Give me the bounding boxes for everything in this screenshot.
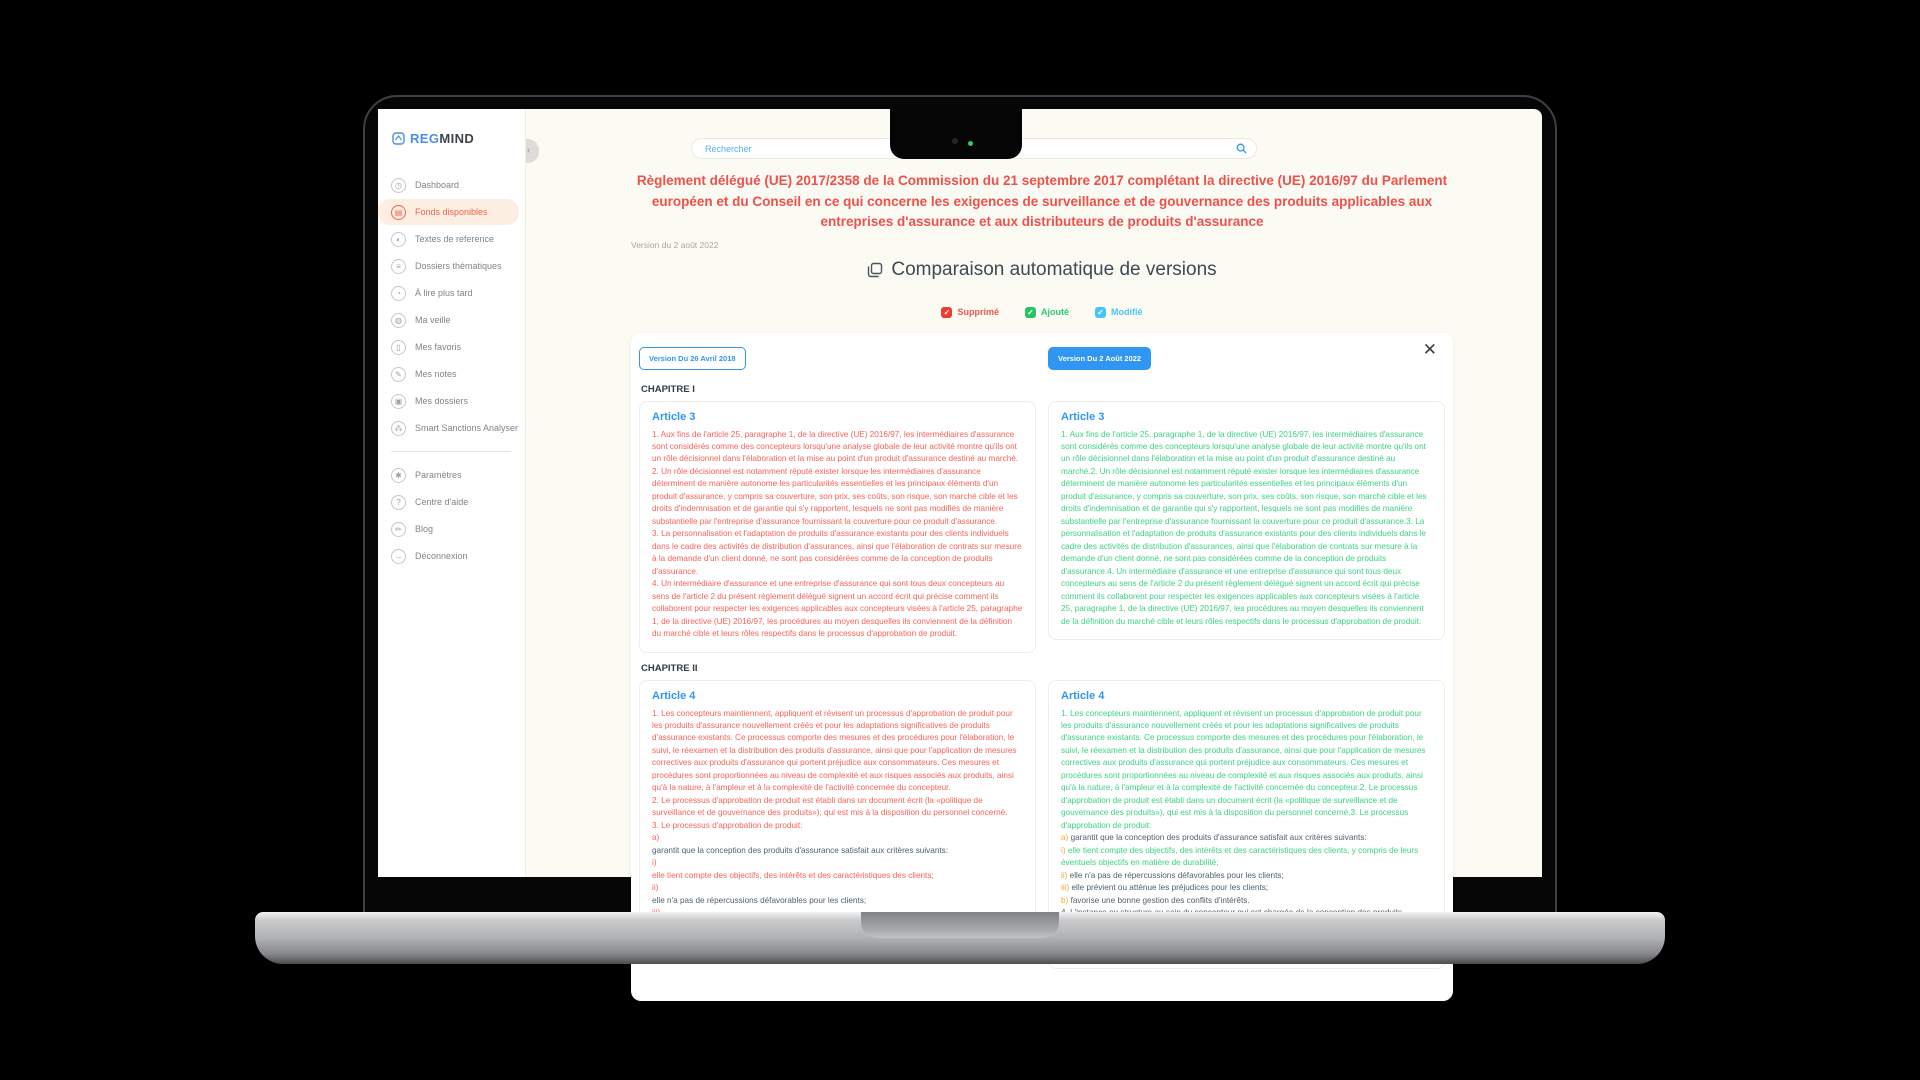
article-title: Article 3 [652,410,696,423]
sidebar-item-label: Dashboard [415,180,460,190]
dashboard-icon: ◷ [391,178,406,193]
sidebar-item-label: Mes dossiers [415,396,469,406]
checkbox-icon: ✓ [941,307,952,318]
thematic-folders-icon: ≡ [391,259,406,274]
watch-icon: ◍ [391,313,406,328]
folders-icon: ▣ [391,394,406,409]
help-icon: ? [391,495,406,510]
article-paragraph: i) [652,858,657,868]
article-paragraph: 3. Le processus d'approbation de produit: [652,820,803,830]
sidebar-item-label: Déconnexion [415,551,468,561]
app-window [378,109,1542,905]
checkbox-icon: ✓ [1025,307,1036,318]
sidebar-item-label: Blog [415,524,434,534]
settings-icon: ✱ [391,468,406,483]
logo[interactable] [378,109,525,146]
article-paragraph: b) favorise une bonne gestion des conflits d'intérêts. [1061,895,1250,905]
favorites-icon: ▯ [391,340,406,355]
sidebar-item-ma-veille[interactable] [378,307,519,333]
sidebar-item-label: Centre d'aide [415,497,469,507]
legend-label: Modifié [1111,307,1143,318]
document-title: Règlement délégué (UE) 2017/2358 de la Commission du 21 septembre 2017 complétant la directive (UE) 2016/97 du Parlement européen et du Conseil en ce qui concerne les exigences de surveillance et de gouvernance des produits applicables aux entreprises d'assurance et aux distributeurs de produits d'assurance [636,173,1448,230]
close-icon[interactable]: ✕ [1422,339,1437,359]
comparison-columns [639,401,1445,653]
read-later-icon: ◔ [391,286,406,301]
article-paragraph: 1. Les concepteurs maintiennent, appliquent et révisent un processus d'approbation de produit pour les produits d'assurance nouvellement créés et pour les adaptations significatives de produits d'assurance existants. Ce processus comporte des mesures et des procédures pour l'élaboration, le suivi, le réexamen et la distribution des produits d'assurance, ainsi que pour l'application de mesures correctives aux produits d'assurance qui portent préjudice aux consommateurs. Ces mesures et procédures sont proportionnées au niveau de complexité et aux risques associés aux produits, ainsi qu'à la nature, à l'ampleur et à la complexité de l'activité concernée du concepteur.2. Le processus d'approbation de produit est établi dans un document écrit (la «politique de surveillance et de gouvernance des produits»), qui est mis à la disposition du personnel concerné.3. Le processus d'approbation de produit: [1061,708,1426,830]
sidebar-item-dossiers-th-matiques[interactable] [378,253,519,279]
sidebar-item-mes-notes[interactable] [378,361,519,387]
compare-versions-icon [867,262,883,278]
article-paragraph: 1. Aux fins de l'article 25, paragraphe 1, de la directive (UE) 2016/97, les intermédiaires d'assurance sont considérés comme des concepteurs lorsqu'une analyse globale de leur activité montre qu'ils ont un rôle décisionnel dans l'élaboration et la mise au point d'un produit d'assurance destiné au marché. [652,429,1019,464]
sidebar-item-label: Mes favoris [415,342,462,352]
comparison-panel [631,333,1453,1001]
article-paragraph: 1. Les concepteurs maintiennent, appliquent et révisent un processus d'approbation de produit pour les produits d'assurance nouvellement créés et pour les adaptations significatives de produits d'assurance existants. Ce processus comporte des mesures et des procédures pour l'élaboration, le suivi, le réexamen et la distribution des produits d'assurance, ainsi que pour l'application de mesures correctives aux produits d'assurance qui portent préjudice aux consommateurs. Ces mesures et procédures sont proportionnées au niveau de complexité et aux risques associés aux produits, ainsi qu'à la nature, à l'ampleur et à la complexité de l'activité concernée du concepteur. [652,708,1017,793]
article-paragraph: iii) elle prévient ou atténue les préjudices pour les clients; [1061,883,1269,893]
sidebar-item--lire-plus-tard[interactable] [378,280,519,306]
article-title: Article 4 [652,689,696,702]
comparison-heading: Comparaison automatique de versions [631,259,1453,281]
comparison-sections [639,384,1445,969]
logo-text: REGMIND [410,131,475,146]
sidebar-item-label: Fonds disponibles [415,207,488,217]
logout-icon: → [391,549,406,564]
article-box [639,401,1036,653]
article-title: Article 3 [1061,410,1105,423]
blog-icon: ✏ [391,522,406,537]
sidebar-item-mes-favoris[interactable] [378,334,519,360]
sidebar-item-fonds-disponibles[interactable] [378,199,519,225]
checkbox-icon: ✓ [1095,307,1106,318]
funds-icon: ▤ [391,205,406,220]
reference-texts-icon: ◐ [391,232,406,247]
sidebar-item-blog[interactable] [378,516,519,542]
legend-modifi-[interactable] [1095,307,1143,318]
article-box [1048,401,1445,641]
article-paragraph: ii) [652,883,659,893]
notes-icon: ✎ [391,367,406,382]
article-paragraph: 2. Le processus d'approbation de produit est établi dans un document écrit (la «politique de surveillance et de gouvernance des produits»), qui est mis à la disposition du personnel concerné. [652,795,1008,818]
main-content [526,109,1542,905]
sidebar-item-label: Dossiers thématiques [415,261,502,271]
sidebar [378,109,526,877]
article-paragraph: 2. Un rôle décisionnel est notamment réputé exister lorsque les intermédiaires d'assurance déterminent de manière autonome les particularités essentielles et les principaux éléments d'un produit d'assurance, y compris sa couverture, son prix, ses coûts, son risque, son marché cible et les droits d'indemnisation et de garantie qui s'y rapportent, lesquels ne sont pas modifiés de manière substantielle par l'entreprise d'assurance fournissant la couverture pour ce produit d'assurance. [652,466,1018,526]
sidebar-item-smart-sanctions-analyser[interactable] [378,415,519,441]
sidebar-item-label: À lire plus tard [415,288,473,298]
sidebar-footer-nav [378,462,525,569]
sanctions-analyser-icon: ⁂ [391,421,406,436]
article-paragraph: elle tient compte des objectifs, des intérêts et des caractéristiques des clients; [652,870,934,880]
sidebar-item-label: Ma veille [415,315,451,325]
laptop-screen-bezel [363,95,1557,912]
sidebar-nav [378,172,525,441]
laptop-lid-groove [861,912,1059,938]
logo-icon [392,132,405,145]
sidebar-collapse-button[interactable]: ‹ [526,139,539,163]
sidebar-item-textes-de-reference[interactable] [378,226,519,252]
chapter-label: CHAPITRE II [641,662,698,674]
sidebar-divider [391,451,511,452]
article-paragraph: 3. La personnalisation et l'adaptation de produits d'assurance existants pour des clients individuels dans le cadre des activités de distribution d'assurances, ainsi que l'élaboration de contrats sur mesure à la demande d'un client donné, ne sont pas considérées comme de la conception de produits d'assurance. [652,529,1022,576]
left-version-button[interactable]: Version Du 26 Avril 2018 [639,347,746,370]
chapter-label: CHAPITRE I [641,383,695,395]
sidebar-item-centre-d-aide[interactable] [378,489,519,515]
article-paragraph: garantit que la conception des produits d'assurance satisfait aux critères suivants: [652,845,949,855]
version-buttons-row [639,347,1445,370]
comparison-legend [631,307,1453,318]
sidebar-item-dashboard[interactable] [378,172,519,198]
legend-supprim-[interactable] [941,307,999,318]
document-version-label: Version du 2 août 2022 [631,239,719,250]
legend-label: Supprimé [957,307,999,318]
camera-indicator-led [968,141,973,146]
sidebar-item-label: Paramètres [415,470,462,480]
laptop-base [255,912,1665,964]
article-paragraph: ii) elle n'a pas de répercussions défavorables pour les clients; [1061,870,1284,880]
camera-notch [890,109,1022,159]
article-paragraph: 1. Aux fins de l'article 25, paragraphe 1, de la directive (UE) 2016/97, les intermédiaires d'assurance sont considérés comme des concepteurs lorsqu'une analyse globale de leur activité montre qu'ils ont un rôle décisionnel dans l'élaboration et la mise au point d'un produit d'assurance destiné au marché.2. Un rôle décisionnel est notamment réputé exister lorsque les intermédiaires d'assurance déterminent de manière autonome les particularités essentielles et les principaux éléments d'un produit d'assurance, y compris sa couverture, son prix, ses coûts, son risque, son marché cible et les droits d'indemnisation et de garantie qui s'y rapportent, lesquels ne sont pas modifiés de manière substantielle par l'entreprise d'assurance fournissant la couverture pour ce produit d'assurance.3. La personnalisation et l'adaptation de produits d'assurance existants pour des clients individuels dans le cadre des activités de distribution d'assurances, ainsi que l'élaboration de contrats sur mesure à la demande d'un client donné, ne sont pas considérées comme de la conception de produits d'assurance.4. Un intermédiaire d'assurance et une entreprise d'assurance qui sont tous deux concepteurs au sens de l'article 2 du présent règlement délégué signent un accord écrit qui précise comment ils collaborent pour respecter les exigences applicables aux concepteurs visées à l'article 25, paragraphe 1, de la directive (UE) 2016/97, les procédures au moyen desquelles ils conviennent de la définition du marché cible et leurs rôles respectifs dans le processus d'approbation de produit. [1061,429,1427,626]
article-title: Article 4 [1061,689,1105,702]
article-paragraph: a) [652,833,660,843]
legend-ajout-[interactable] [1025,307,1069,318]
sidebar-item-param-tres[interactable] [378,462,519,488]
sidebar-item-label: Smart Sanctions Analyser [415,423,519,433]
article-paragraph: 4. Un intermédiaire d'assurance et une entreprise d'assurance qui sont tous deux concepteurs au sens de l'article 2 du présent règlement délégué signent un accord écrit qui précise comment ils collaborent pour respecter les exigences applicables aux concepteurs visées à l'article 25, paragraphe 1, de la directive (UE) 2016/97, les procédures au moyen desquelles ils conviennent de la définition du marché cible et leurs rôles respectifs dans le processus d'approbation de produit. [652,579,1023,639]
camera-lens [952,138,958,144]
sidebar-item-d-connexion[interactable] [378,543,519,569]
article-paragraph: elle n'a pas de répercussions défavorables pour les clients; [652,895,867,905]
article-paragraph: i) elle tient compte des objectifs, des intérêts et des caractéristiques des clients, y compris de leurs éventuels objectifs en matière de durabilité; [1061,845,1419,868]
right-version-button[interactable]: Version Du 2 Août 2022 [1048,347,1151,370]
sidebar-item-mes-dossiers[interactable] [378,388,519,414]
article-box [639,680,1036,944]
legend-label: Ajouté [1041,307,1069,318]
article-paragraph: a) garantit que la conception des produits d'assurance satisfait aux critères suivants: [1061,833,1367,843]
sidebar-item-label: Mes notes [415,369,457,379]
sidebar-item-label: Textes de reference [415,234,495,244]
